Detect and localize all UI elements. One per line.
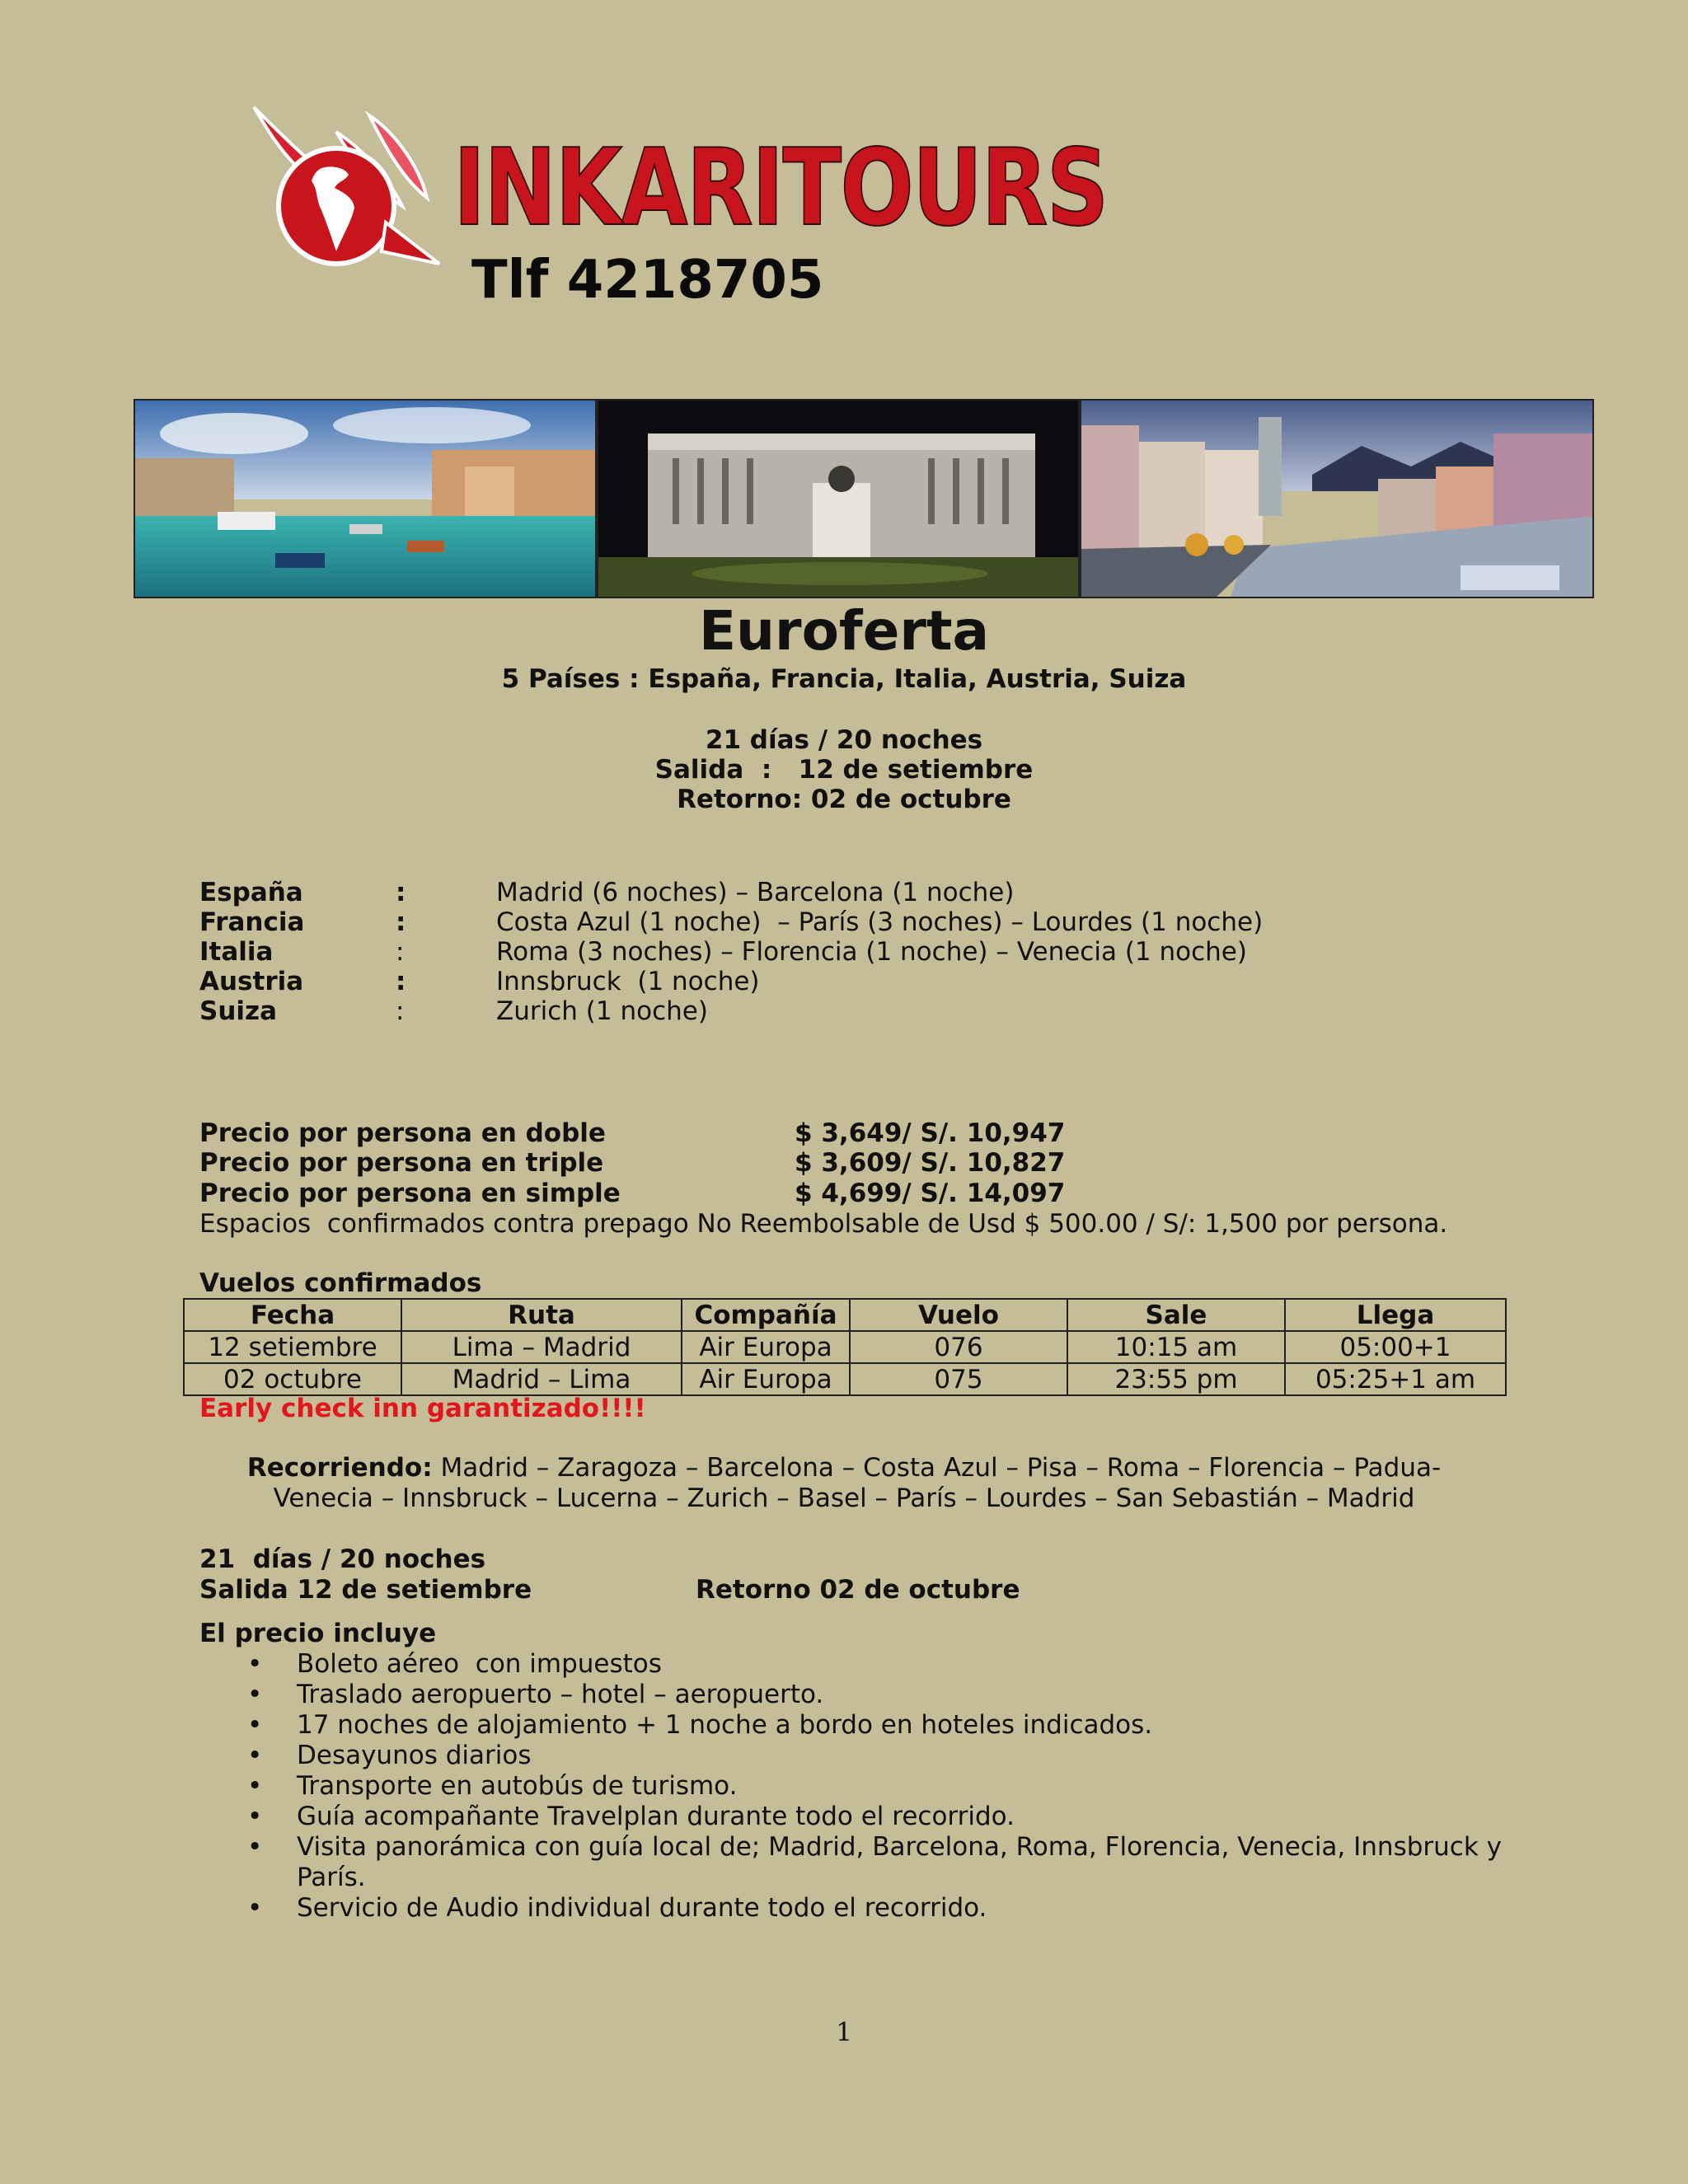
- bullet-icon: •: [247, 1649, 263, 1679]
- brand-name: INKARITOURS: [453, 127, 1108, 250]
- table-cell: 12 setiembre: [184, 1331, 401, 1363]
- itinerary-row: [199, 937, 1601, 967]
- table-cell: 23:55 pm: [1067, 1363, 1285, 1395]
- list-item: [199, 1832, 1518, 1893]
- list-item: [199, 1802, 1518, 1832]
- route-label: Recorriendo:: [246, 1453, 433, 1483]
- table-header-row: [184, 1299, 1506, 1331]
- itinerary-row: [199, 878, 1601, 907]
- price-label: Precio por persona en triple: [199, 1148, 604, 1178]
- bullet-icon: •: [247, 1893, 263, 1923]
- city-list: Roma (3 noches) – Florencia (1 noche) – Venecia (1 noche): [496, 937, 1247, 967]
- itinerary-row: [199, 907, 1601, 937]
- list-item-text: 17 noches de alojamiento + 1 noche a bordo en hoteles indicados.: [297, 1710, 1153, 1740]
- trip-duration: 21 días / 20 noches: [705, 725, 983, 755]
- list-item-text: Visita panorámica con guía local de; Madrid, Barcelona, Roma, Florencia, Venecia, Innsbruck y París.: [297, 1832, 1502, 1892]
- country-name: España: [199, 878, 303, 907]
- return-date: Retorno: 02 de octubre: [677, 785, 1011, 814]
- list-item: [199, 1710, 1518, 1741]
- list-item-text: Traslado aeropuerto – hotel – aeropuerto.: [297, 1680, 824, 1709]
- table-cell: 02 octubre: [184, 1363, 401, 1395]
- country-name: Francia: [199, 907, 305, 937]
- departure-date: Salida : 12 de setiembre: [654, 755, 1034, 785]
- city-list: Innsbruck (1 noche): [496, 967, 760, 996]
- column-header: Vuelo: [850, 1299, 1067, 1331]
- list-item: [199, 1893, 1518, 1924]
- return-date-repeat: Retorno 02 de octubre: [696, 1575, 1020, 1605]
- itinerary-row: [199, 967, 1601, 996]
- separator: :: [396, 996, 405, 1026]
- column-header: Compañía: [682, 1299, 850, 1331]
- venice-grand-canal-photo: [134, 399, 597, 598]
- flights-heading: Vuelos confirmados: [199, 1268, 482, 1298]
- bullet-icon: •: [247, 1680, 263, 1709]
- separator: :: [396, 907, 406, 937]
- bullet-icon: •: [247, 1832, 263, 1862]
- bullet-icon: •: [247, 1741, 263, 1770]
- country-name: Austria: [199, 967, 304, 996]
- page-number: 1: [836, 2018, 852, 2047]
- route-line-2: Venecia – Innsbruck – Lucerna – Zurich – Basel – París – Lourdes – San Sebastián – Madrid: [273, 1483, 1415, 1513]
- column-header: Sale: [1067, 1299, 1285, 1331]
- countries-subtitle: 5 Países : España, Francia, Italia, Austria, Suiza: [501, 664, 1187, 694]
- flights-table: [183, 1298, 1507, 1396]
- list-item-text: Desayunos diarios: [297, 1741, 532, 1770]
- city-list: Costa Azul (1 noche) – París (3 noches) – Lourdes (1 noche): [496, 907, 1264, 937]
- list-item-text: Transporte en autobús de turismo.: [297, 1771, 738, 1801]
- list-item-text: Guía acompañante Travelplan durante todo el recorrido.: [297, 1802, 1015, 1831]
- dove-globe-americas-icon: [246, 99, 443, 272]
- trip-duration-repeat: 21 días / 20 noches: [199, 1544, 486, 1574]
- bullet-icon: •: [247, 1710, 263, 1740]
- early-checkin-notice: Early check inn garantizado!!!!: [199, 1394, 646, 1423]
- list-item: [199, 1649, 1518, 1680]
- country-name: Italia: [199, 937, 274, 967]
- table-row: [184, 1363, 1506, 1395]
- route-line-1: Madrid – Zaragoza – Barcelona – Costa Azul – Pisa – Roma – Florencia – Padua-: [432, 1453, 1442, 1483]
- table-cell: 076: [850, 1331, 1067, 1363]
- bullet-icon: •: [247, 1771, 263, 1801]
- table-row: [184, 1331, 1506, 1363]
- photo-banner: [134, 399, 1594, 598]
- list-item: [199, 1741, 1518, 1771]
- bullet-icon: •: [247, 1802, 263, 1831]
- rome-vittoriano-night-photo: [597, 399, 1080, 598]
- table-cell: 075: [850, 1363, 1067, 1395]
- list-item-text: Boleto aéreo con impuestos: [297, 1649, 662, 1679]
- country-name: Suiza: [199, 996, 277, 1026]
- city-list: Madrid (6 noches) – Barcelona (1 noche): [496, 878, 1015, 907]
- column-header: Ruta: [401, 1299, 682, 1331]
- price-label: Precio por persona en simple: [199, 1179, 621, 1208]
- departure-date-repeat: Salida 12 de setiembre: [199, 1575, 532, 1605]
- price-includes-section: [199, 1619, 1518, 1924]
- table-cell: Air Europa: [682, 1363, 850, 1395]
- prepay-note: Espacios confirmados contra prepago No Reembolsable de Usd $ 500.00 / S/: 1,500 por persona.: [199, 1209, 1448, 1239]
- price-value: $ 3,649/ S/. 10,947: [795, 1118, 1066, 1148]
- city-list: Zurich (1 noche): [496, 996, 708, 1026]
- itinerary-row: [199, 996, 1601, 1026]
- route-description: [0, 1453, 1688, 1514]
- price-value: $ 3,609/ S/. 10,827: [795, 1148, 1066, 1178]
- table-cell: Madrid – Lima: [401, 1363, 682, 1395]
- separator: :: [396, 937, 405, 967]
- table-cell: 10:15 am: [1067, 1331, 1285, 1363]
- list-item: [199, 1680, 1518, 1710]
- innsbruck-street-photo: [1080, 399, 1594, 598]
- column-header: Llega: [1285, 1299, 1506, 1331]
- list-item: [199, 1771, 1518, 1802]
- table-cell: Air Europa: [682, 1331, 850, 1363]
- page-title: Euroferta: [698, 599, 990, 663]
- separator: :: [396, 878, 406, 907]
- price-value: $ 4,699/ S/. 14,097: [795, 1179, 1066, 1208]
- separator: :: [396, 967, 406, 996]
- list-item-text: Servicio de Audio individual durante todo el recorrido.: [297, 1893, 987, 1923]
- table-cell: 05:00+1: [1285, 1331, 1506, 1363]
- table-cell: 05:25+1 am: [1285, 1363, 1506, 1395]
- price-label: Precio por persona en doble: [199, 1118, 606, 1148]
- phone-number: Tlf 4218705: [471, 250, 824, 311]
- column-header: Fecha: [184, 1299, 401, 1331]
- table-cell: Lima – Madrid: [401, 1331, 682, 1363]
- includes-heading: El precio incluye: [199, 1619, 437, 1648]
